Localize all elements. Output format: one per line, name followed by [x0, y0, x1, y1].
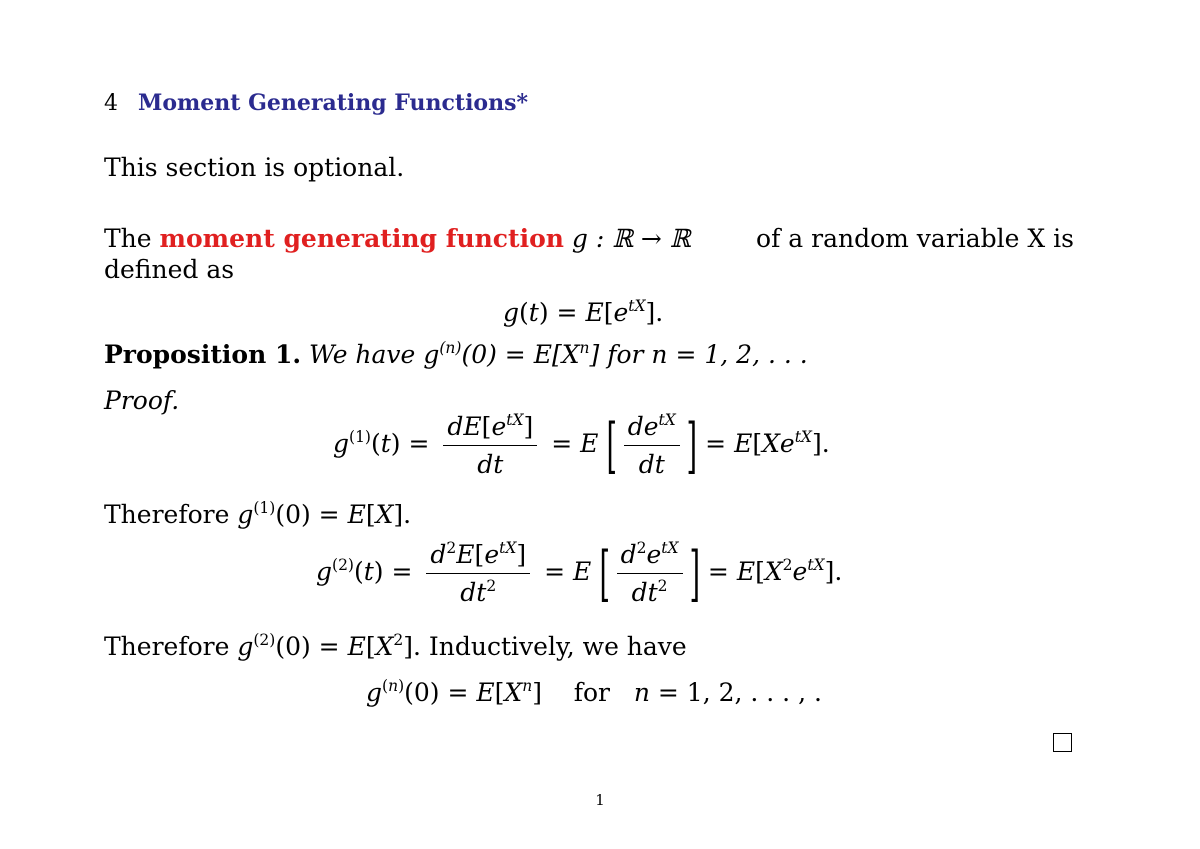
proof-label: Proof.	[104, 386, 180, 415]
definition-math: g : ℝ → ℝ	[563, 224, 691, 253]
optional-note: This section is optional.	[104, 153, 405, 182]
second-derivative-equation: $g^{(2)}(t)$ = $\frac{d^2E[e^{tX}]}{dt^2}$ = E [ $\frac{d^2e^{tX}}{dt^2}$ ] = $E[X^2e^{tX}]$.	[316, 538, 843, 609]
qed-box-icon	[1053, 733, 1072, 752]
definition-post: of a random variable X is	[756, 224, 1074, 253]
definition-term: moment generating function	[159, 224, 564, 253]
therefore-second: Therefore $g^{(2)}(0) = E[X^2]$. Inductively, we have	[104, 630, 687, 661]
section-heading	[104, 90, 528, 116]
definition-pre: The	[104, 224, 160, 253]
proposition: Proposition 1. We have $g^{(n)}(0) = E[X^n]$ for n = 1, 2, . . .	[104, 338, 808, 369]
final-equation: $g^{(n)}(0) = E[X^n]$ for n = 1, 2, . . . , .	[366, 676, 822, 707]
mgf-equation: $g(t) = E[e^{tX}]$.	[503, 296, 664, 327]
first-derivative-equation: $g^{(1)}(t)$ = $\frac{dE[e^{tX}]}{dt}$ = E [ $\frac{de^{tX}}{dt}$ ] = $E[Xe^{tX}]$.	[333, 410, 830, 481]
section-number: 4	[104, 91, 118, 116]
page-number: 1	[595, 791, 605, 809]
definition-line2: defined as	[104, 255, 235, 284]
section-title: Moment Generating Functions*	[138, 90, 528, 116]
proposition-label: Proposition 1.	[104, 340, 302, 369]
therefore-first: Therefore $g^{(1)}(0) = E[X]$.	[104, 498, 412, 529]
definition-paragraph	[104, 224, 1074, 284]
